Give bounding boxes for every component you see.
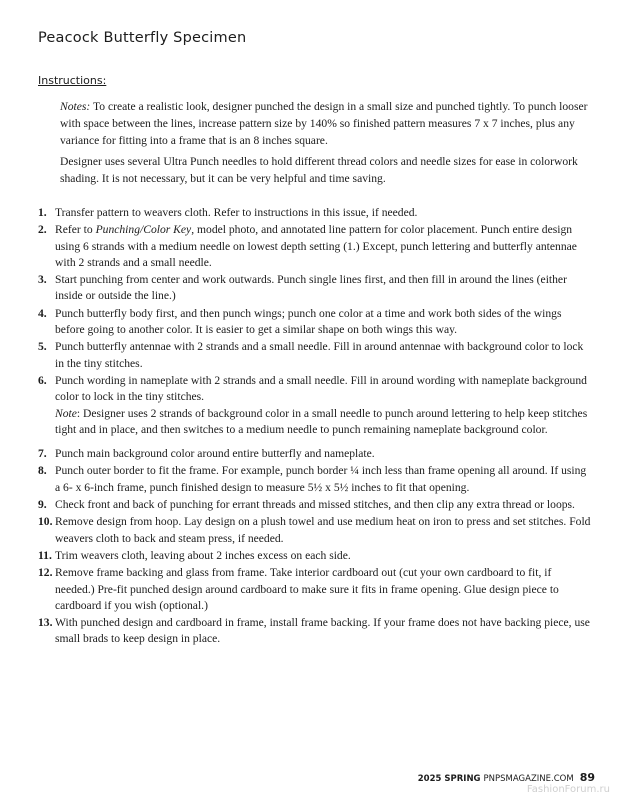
step-10 bbox=[38, 514, 591, 547]
step-text: Punch wording in nameplate with 2 strands and a small needle. Fill in around wording with nameplate background color to lock in the tiny stitches. bbox=[55, 373, 587, 404]
step-5 bbox=[38, 339, 591, 372]
step-text-italic: Punching/Color Key bbox=[95, 223, 192, 237]
note-text: : Designer uses 2 strands of background color in a small needle to punch around lettering to help keep stitches tight and in place, and then switches to a medium needle to punch remaining nameplate background color. bbox=[55, 406, 588, 436]
issue-season: 2025 SPRING bbox=[417, 774, 481, 784]
step-text: Trim weavers cloth, leaving about 2 inches excess on each side. bbox=[55, 548, 351, 562]
notes-paragraph-1 bbox=[60, 98, 590, 149]
notes-text-1: To create a realistic look, designer punched the design in a small size and punched tightly. To punch looser with space between the lines, increase pattern size by 140% so finished pattern measures 7 x 7 inches, plus any variance for fitting into a frame that is an 8 inches square. bbox=[60, 100, 588, 147]
step-2 bbox=[38, 222, 591, 271]
step-text: Start punching from center and work outwards. Punch single lines first, and then fill in around the lines (either inside or outside the line.) bbox=[55, 273, 567, 303]
step-number: 9. bbox=[38, 498, 47, 512]
notes-paragraph-2: Designer uses several Ultra Punch needles to hold different thread colors and needle sizes for ease in colorwork shading. It is not necessary, but it can be very helpful and time saving. bbox=[60, 155, 578, 185]
step-number: 8. bbox=[38, 464, 47, 478]
step-text: , model photo, and annotated line pattern for color placement. Punch entire design using 6 strands with a medium needle on lowest depth setting (1.) Except, punch lettering and butterfly antennae with 2 strands and a small needle. bbox=[55, 223, 577, 269]
step-8 bbox=[38, 463, 591, 496]
step-number: 12. bbox=[38, 566, 53, 580]
step-number: 13. bbox=[38, 616, 53, 630]
step-text: Punch butterfly antennae with 2 strands and a small needle. Fill in around antennae with background color to lock in the tiny stitches. bbox=[55, 340, 584, 370]
step-text: With punched design and cardboard in frame, install frame backing. If your frame does not have backing piece, use small brads to keep design in place. bbox=[55, 616, 590, 646]
page-footer bbox=[418, 771, 595, 784]
note-label: Note bbox=[55, 406, 77, 420]
step-text: Check front and back of punching for errant threads and missed stitches, and then clip any extra thread or loops. bbox=[55, 498, 575, 512]
step-number: 11. bbox=[38, 548, 52, 562]
step-number: 3. bbox=[38, 273, 47, 287]
step-1 bbox=[38, 205, 591, 221]
notes-block bbox=[60, 98, 590, 191]
instructions-heading: Instructions: bbox=[38, 74, 107, 87]
page-number: 89 bbox=[579, 771, 595, 784]
step-number: 4. bbox=[38, 306, 47, 320]
step-number: 10. bbox=[38, 515, 53, 529]
step-4 bbox=[38, 306, 591, 339]
step-11 bbox=[38, 548, 591, 564]
steps-list bbox=[38, 205, 591, 649]
step-6-note bbox=[55, 406, 591, 439]
step-7 bbox=[38, 446, 591, 462]
step-13 bbox=[38, 615, 591, 648]
watermark: FashionForum.ru bbox=[526, 784, 610, 795]
step-text: Remove design from hoop. Lay design on a plush towel and use medium heat on iron to press and set stitches. Fold weavers cloth to back and steam press, if needed. bbox=[55, 515, 591, 545]
step-number: 1. bbox=[38, 206, 47, 219]
step-3 bbox=[38, 272, 591, 305]
step-text: Punch outer border to fit the frame. For example, punch border ¼ inch less than frame opening all around. If using a 6- x 6-inch frame, punch finished design to measure 5½ x 5½ inches to fit that opening. bbox=[55, 464, 587, 494]
step-number: 2. bbox=[38, 223, 47, 237]
step-6 bbox=[38, 373, 591, 438]
magazine-site: PNPSMAGAZINE.COM bbox=[483, 774, 574, 784]
page-title: Peacock Butterfly Specimen bbox=[38, 30, 247, 46]
step-text: Punch butterfly body first, and then punch wings; punch one color at a time and work both sides of the wings before going to another color. It is easier to get a similar shape on both wings this way. bbox=[55, 306, 562, 337]
notes-label: Notes: bbox=[60, 100, 91, 113]
step-text: Remove frame backing and glass from frame. Take interior cardboard out (cut your own cardboard to fit, if needed.) Pre-fit punched design around cardboard to make sure it fits in frame opening. Glue design piece to cardboard if you wish (optional.) bbox=[55, 566, 559, 612]
step-text: Punch main background color around entire butterfly and nameplate. bbox=[55, 447, 375, 461]
step-number: 7. bbox=[38, 447, 47, 461]
step-number: 5. bbox=[38, 340, 47, 354]
step-text: Transfer pattern to weavers cloth. Refer to instructions in this issue, if needed. bbox=[55, 206, 418, 219]
step-number: 6. bbox=[38, 373, 47, 387]
step-9 bbox=[38, 497, 591, 513]
step-12 bbox=[38, 565, 591, 614]
step-text: Refer to bbox=[55, 223, 96, 237]
